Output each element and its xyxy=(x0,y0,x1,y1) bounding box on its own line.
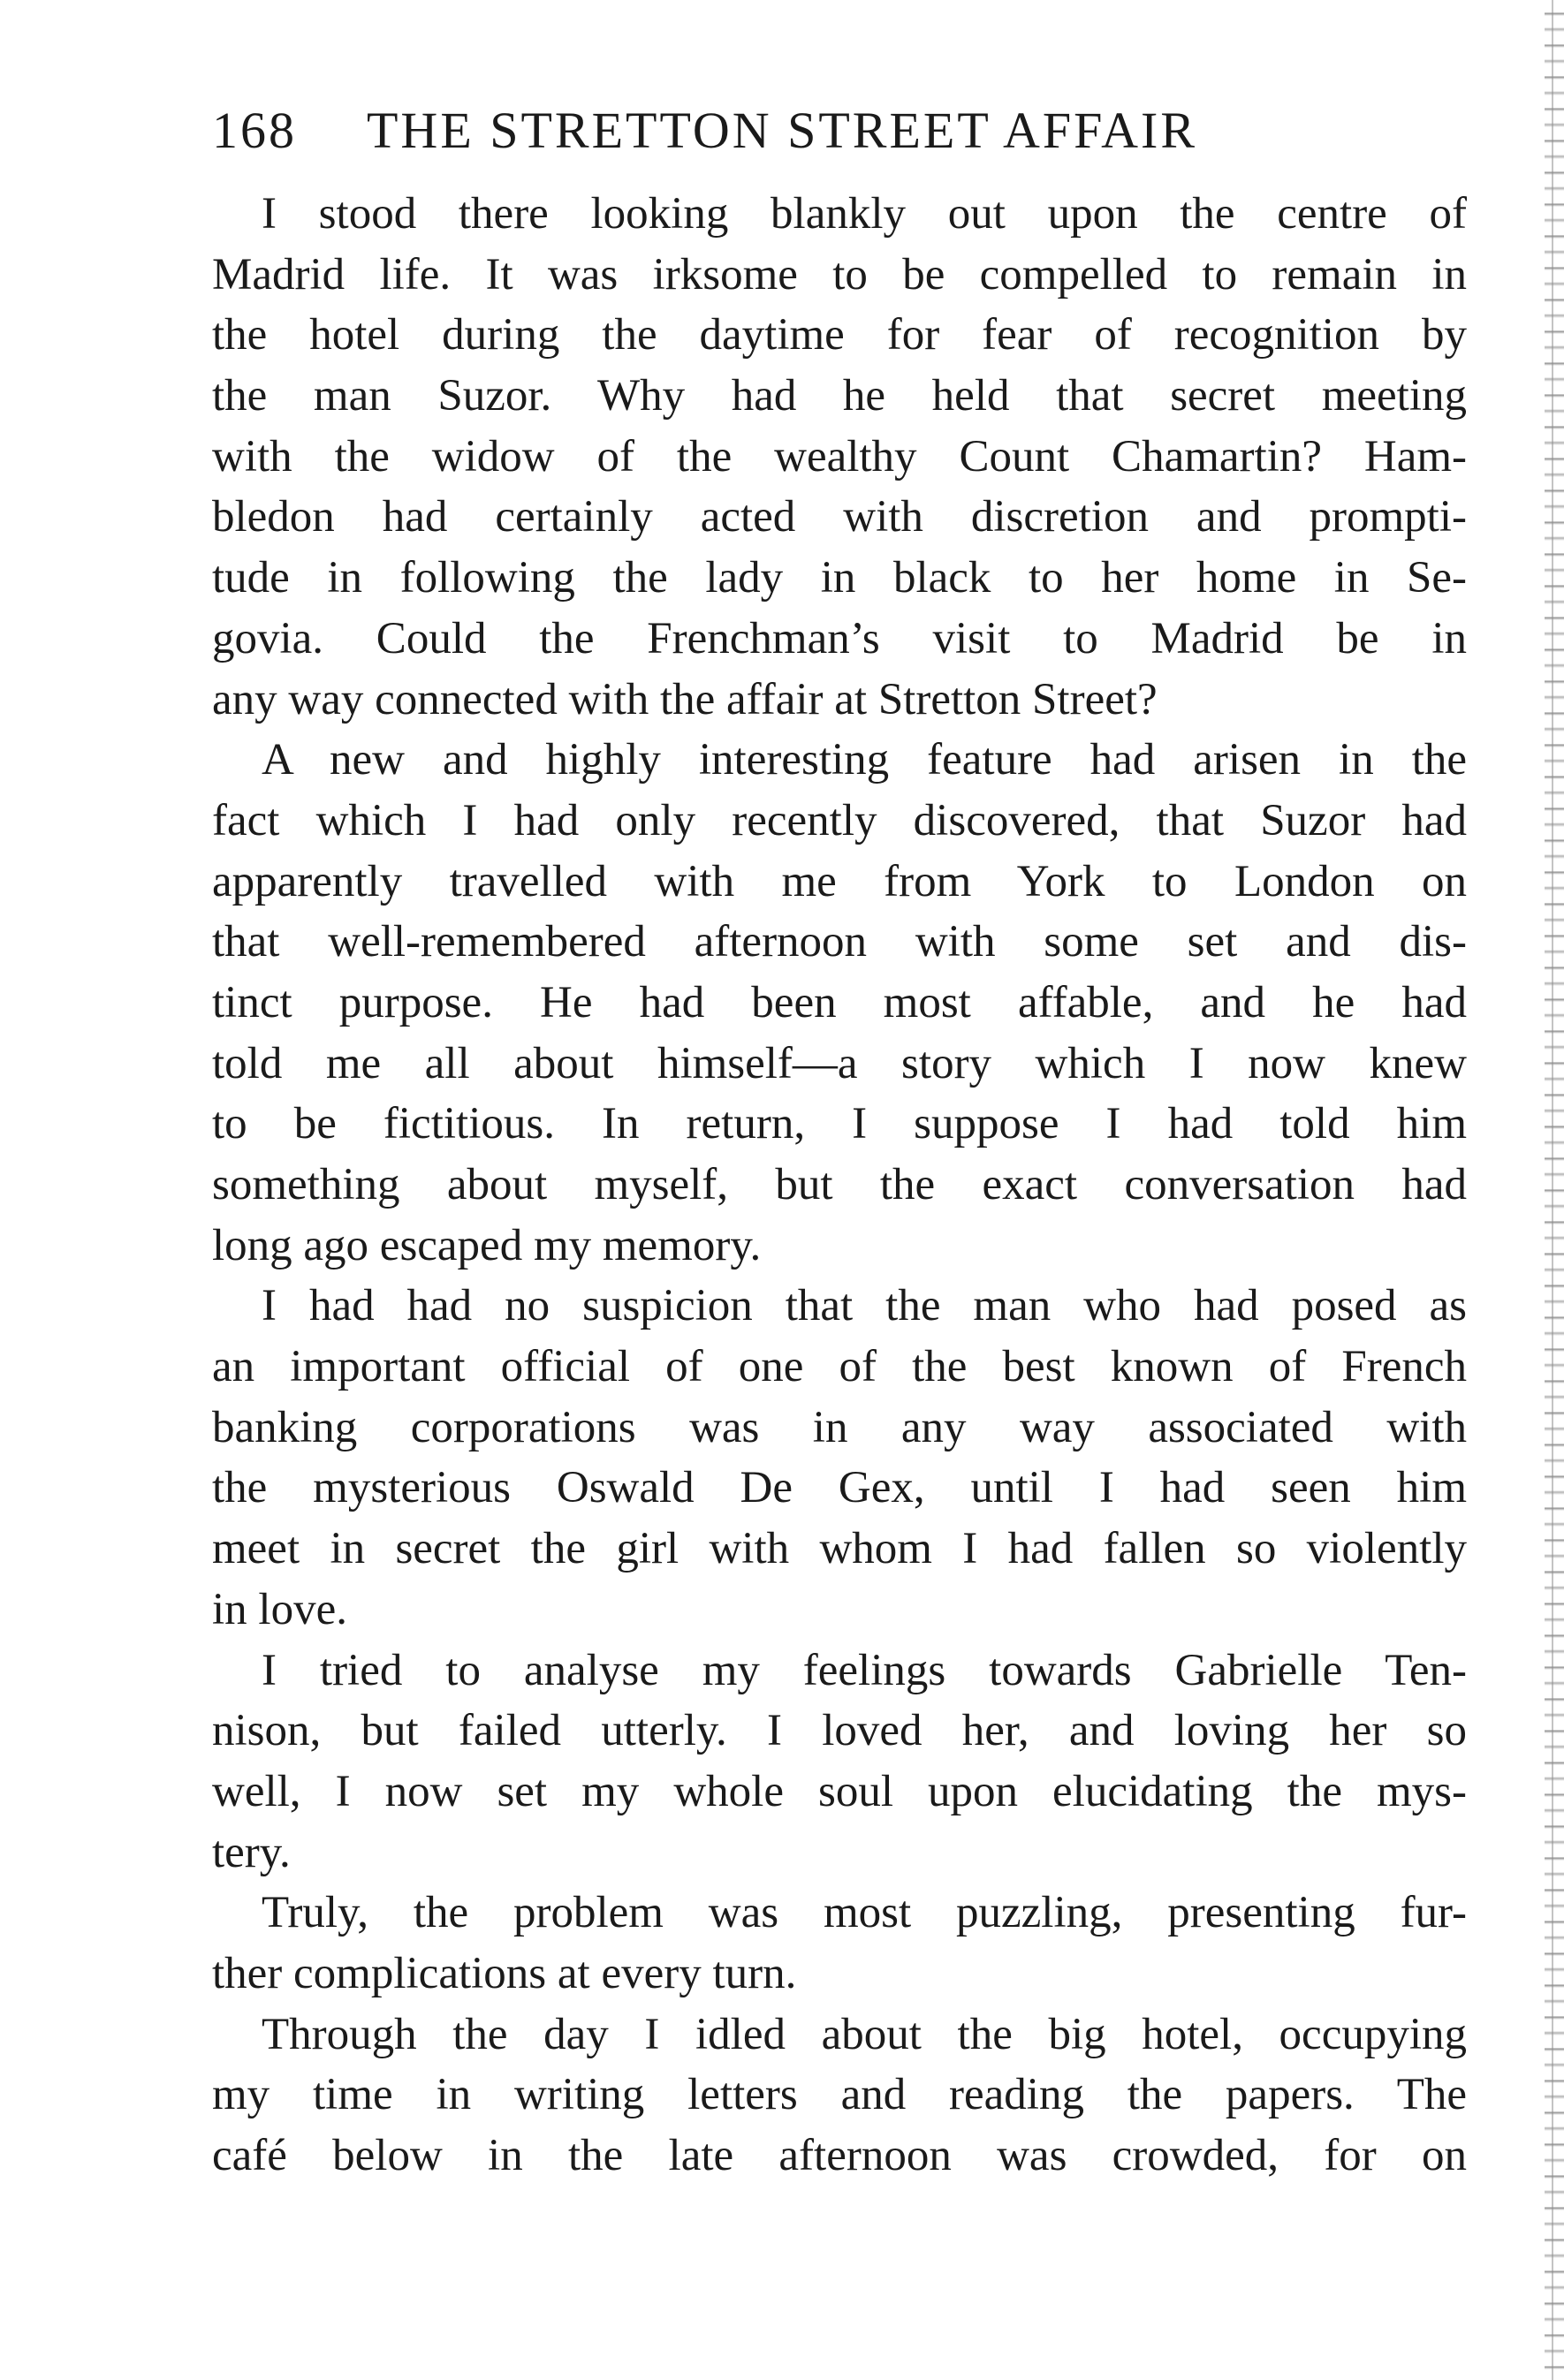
text-line: nison, but failed utterly. I loved her, and loving her so xyxy=(212,1706,1467,1756)
text-line: Through the day I idled about the big hotel, occupying xyxy=(262,2009,1467,2059)
text-line: I stood there looking blankly out upon the centre of xyxy=(262,189,1467,239)
text-line: the hotel during the daytime for fear of recognition by xyxy=(212,310,1467,360)
text-line: to be fictitious. In return, I suppose I had told him xyxy=(212,1099,1467,1149)
text-line: meet in secret the girl with whom I had fallen so violently xyxy=(212,1524,1467,1574)
text-line: I tried to analyse my feelings towards Gabrielle Ten- xyxy=(262,1645,1467,1695)
text-line: told me all about himself—a story which I now knew xyxy=(212,1038,1467,1088)
text-line: tude in following the lady in black to her home in Se- xyxy=(212,553,1467,603)
text-line: ther complications at every turn. xyxy=(212,1948,797,1998)
text-line: tinct purpose. He had been most affable, and he had xyxy=(212,977,1467,1027)
text-line: bledon had certainly acted with discretion and prompti- xyxy=(212,492,1467,542)
text-line: café below in the late afternoon was crowded, for on xyxy=(212,2131,1467,2180)
text-line: any way connected with the affair at Stretton Street? xyxy=(212,674,1158,724)
text-line: the man Suzor. Why had he held that secret meeting xyxy=(212,371,1467,421)
text-line: fact which I had only recently discovered, that Suzor had xyxy=(212,795,1467,845)
text-line: well, I now set my whole soul upon elucidating the mys- xyxy=(212,1766,1467,1816)
text-line: with the widow of the wealthy Count Chamartin? Ham- xyxy=(212,431,1467,481)
text-line: that well-remembered afternoon with some set and dis- xyxy=(212,917,1467,967)
text-line: in love. xyxy=(212,1584,347,1634)
text-line: Truly, the problem was most puzzling, presenting fur- xyxy=(262,1888,1467,1938)
text-line: the mysterious Oswald De Gex, until I had seen him xyxy=(212,1463,1467,1513)
page-edge-line xyxy=(1552,0,1553,2380)
text-line: an important official of one of the best known of French xyxy=(212,1342,1467,1392)
text-line: I had had no suspicion that the man who had posed as xyxy=(262,1281,1467,1331)
text-line: A new and highly interesting feature had arisen in the xyxy=(262,735,1467,785)
body-text xyxy=(212,184,1467,2187)
text-line: my time in writing letters and reading the papers. The xyxy=(212,2070,1467,2120)
text-line: banking corporations was in any way associated with xyxy=(212,1402,1467,1452)
text-line: Madrid life. It was irksome to be compelled to remain in xyxy=(212,249,1467,299)
book-title: THE STRETTON STREET AFFAIR xyxy=(367,102,1198,159)
running-head xyxy=(212,95,1308,166)
scanned-page-edge xyxy=(1545,0,1564,2380)
text-line: govia. Could the Frenchman’s visit to Madrid be in xyxy=(212,613,1467,663)
text-line: apparently travelled with me from York to London on xyxy=(212,856,1467,906)
text-line: long ago escaped my memory. xyxy=(212,1220,762,1270)
text-line: something about myself, but the exact conversation had xyxy=(212,1160,1467,1209)
text-line: tery. xyxy=(212,1827,291,1877)
page-number: 168 xyxy=(212,102,297,159)
